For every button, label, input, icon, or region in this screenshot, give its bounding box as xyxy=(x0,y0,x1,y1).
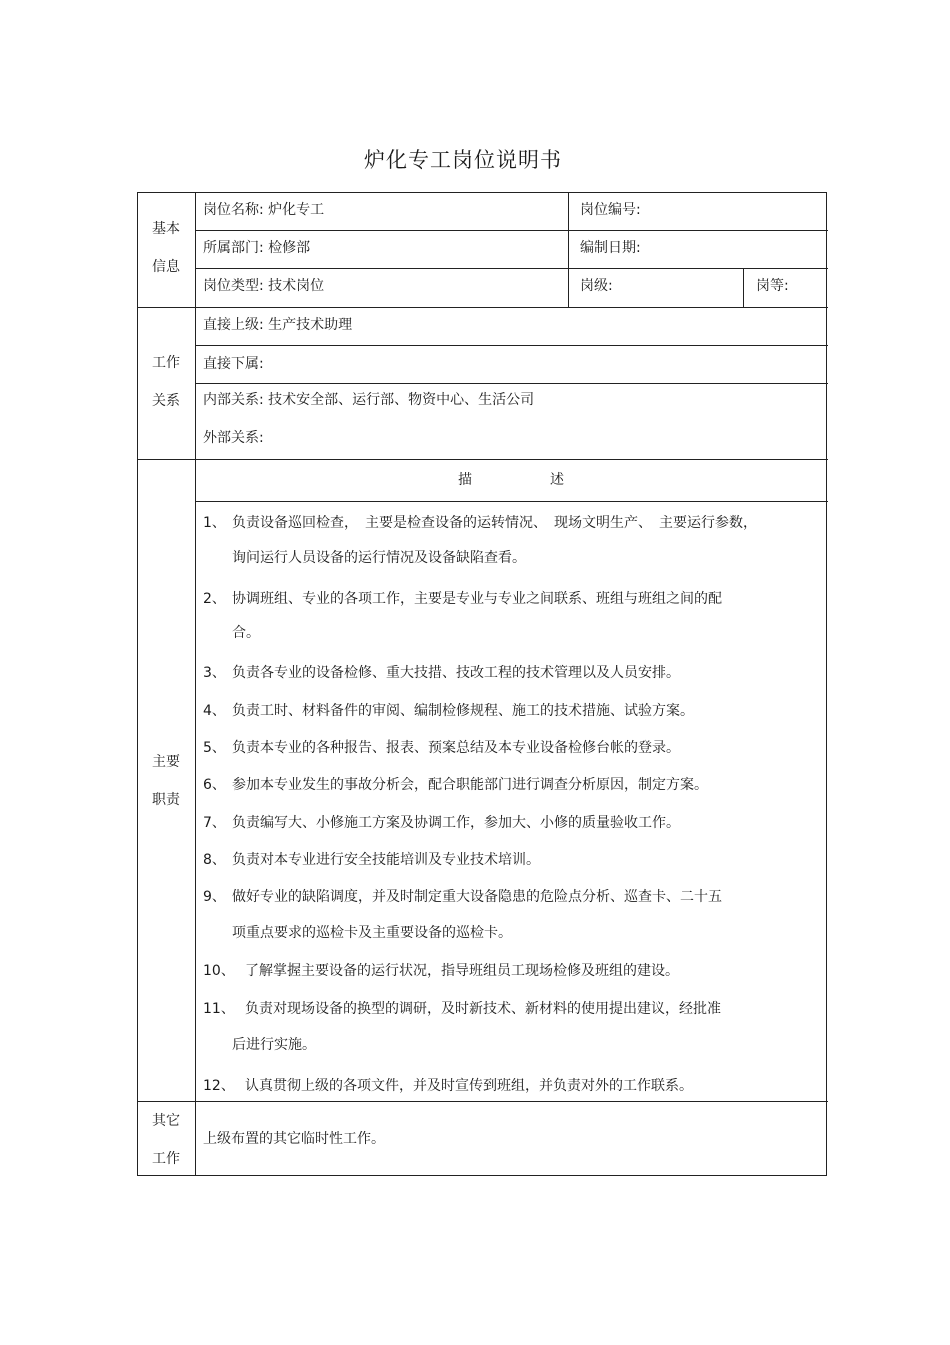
department-value: 检修部 xyxy=(268,240,311,256)
duty-item xyxy=(203,739,680,757)
duty-item xyxy=(203,702,694,720)
department xyxy=(203,239,310,257)
divider xyxy=(195,192,196,1176)
duty-number: 7、 xyxy=(203,815,226,831)
duty-text: 认真贯彻上级的各项文件，并及时宣传到班组，并负责对外的工作联系。 xyxy=(245,1078,693,1094)
duty-text: 负责编写大、小修施工方案及协调工作，参加大、小修的质量验收工作。 xyxy=(232,815,680,831)
duty-item xyxy=(203,514,757,567)
duty-text: 负责各专业的设备检修、重大技措、技改工程的技术管理以及人员安排。 xyxy=(232,665,680,681)
section-label: 其它 xyxy=(152,1113,180,1129)
section-label: 工作 xyxy=(152,355,180,371)
duty-item xyxy=(203,888,722,942)
duty-text: 合。 xyxy=(232,625,260,641)
duty-text: 负责设备巡回检查， 主要是检查设备的运转情况、 现场文明生产、 主要运行参数， xyxy=(232,515,757,531)
duty-text: 询问运行人员设备的运行情况及设备缺陷查看。 xyxy=(232,550,526,566)
duty-item xyxy=(203,1000,721,1054)
job-type-label: 岗位类型: xyxy=(203,278,264,294)
section-label: 工作 xyxy=(152,1151,180,1167)
divider xyxy=(137,459,828,460)
internal-label: 内部关系: xyxy=(203,392,264,408)
divider xyxy=(195,501,828,502)
duty-text: 协调班组、专业的各项工作，主要是专业与专业之间联系、班组与班组之间的配 xyxy=(232,591,722,607)
direct-superior xyxy=(203,316,352,334)
duty-item xyxy=(203,664,680,682)
section-work-relations xyxy=(137,344,195,420)
duty-text: 负责对本专业进行安全技能培训及专业技术培训。 xyxy=(232,852,540,868)
superior-value: 生产技术助理 xyxy=(268,317,353,333)
duty-number: 4、 xyxy=(203,703,226,719)
duty-text: 项重点要求的巡检卡及主重要设备的巡检卡。 xyxy=(232,925,512,941)
job-code-label: 岗位编号: xyxy=(580,202,641,218)
other-work-value: 上级布置的其它临时性工作。 xyxy=(203,1131,385,1147)
divider xyxy=(195,383,828,384)
divider xyxy=(137,307,828,308)
duty-item xyxy=(203,1077,693,1095)
job-name xyxy=(203,201,324,219)
superior-label: 直接上级: xyxy=(203,317,264,333)
divider xyxy=(568,192,569,307)
divider xyxy=(195,230,828,231)
duty-number: 9、 xyxy=(203,889,226,905)
internal-relations xyxy=(203,391,534,409)
section-label: 关系 xyxy=(152,393,180,409)
duty-number: 12、 xyxy=(203,1078,235,1094)
section-label: 基本 xyxy=(152,221,180,237)
divider xyxy=(743,268,744,307)
duty-number: 5、 xyxy=(203,740,226,756)
page-title: 炉化专工岗位说明书 xyxy=(364,148,562,172)
duty-item xyxy=(203,814,680,832)
subordinate-label: 直接下属: xyxy=(203,356,264,372)
duty-number: 6、 xyxy=(203,777,226,793)
duty-number: 11、 xyxy=(203,1001,235,1017)
duty-text: 参加本专业发生的事故分析会，配合职能部门进行调查分析原因，制定方案。 xyxy=(232,777,708,793)
duty-text: 了解掌握主要设备的运行状况，指导班组员工现场检修及班组的建设。 xyxy=(245,963,679,979)
section-other-work xyxy=(137,1102,195,1178)
job-type-value: 技术岗位 xyxy=(268,278,325,294)
duty-text: 负责本专业的各种报告、报表、预案总结及本专业设备检修台帐的登录。 xyxy=(232,740,680,756)
prepared-date-label: 编制日期: xyxy=(580,240,641,256)
duty-text: 负责工时、材料备件的审阅、编制检修规程、施工的技术措施、试验方案。 xyxy=(232,703,694,719)
duty-number: 3、 xyxy=(203,665,226,681)
description-header-right: 述 xyxy=(550,472,564,488)
description-header-left: 描 xyxy=(458,472,472,488)
divider xyxy=(195,345,828,346)
section-main-duties xyxy=(137,743,195,819)
section-basic-info xyxy=(137,210,195,286)
duty-number: 10、 xyxy=(203,963,235,979)
divider xyxy=(137,1101,828,1102)
job-name-label: 岗位名称: xyxy=(203,202,264,218)
duty-item xyxy=(203,776,708,794)
duty-item xyxy=(203,962,679,980)
divider xyxy=(195,268,828,269)
section-label: 信息 xyxy=(152,259,180,275)
job-name-value: 炉化专工 xyxy=(268,202,325,218)
job-type xyxy=(203,277,324,295)
section-label: 职责 xyxy=(152,792,180,808)
duty-text: 后进行实施。 xyxy=(232,1037,316,1053)
duty-number: 8、 xyxy=(203,852,226,868)
internal-value: 技术安全部、运行部、物资中心、生活公司 xyxy=(268,392,535,408)
duty-item xyxy=(203,590,722,642)
duty-item xyxy=(203,851,540,869)
duty-text: 做好专业的缺陷调度，并及时制定重大设备隐患的危险点分析、巡查卡、二十五 xyxy=(232,889,722,905)
section-label: 主要 xyxy=(152,754,180,770)
duty-text: 负责对现场设备的换型的调研，及时新技术、新材料的使用提出建议，经批准 xyxy=(245,1001,721,1017)
grade-label: 岗级: xyxy=(580,278,613,294)
external-label: 外部关系: xyxy=(203,430,264,446)
duty-number: 2、 xyxy=(203,591,226,607)
department-label: 所属部门: xyxy=(203,240,264,256)
duty-number: 1、 xyxy=(203,515,226,531)
level-label: 岗等: xyxy=(756,278,789,294)
